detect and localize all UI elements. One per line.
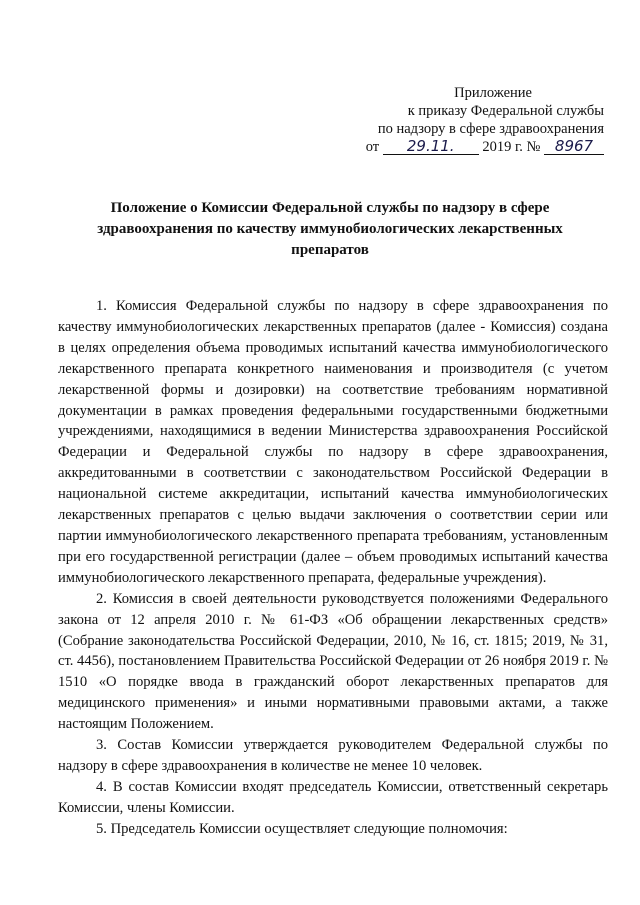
paragraph-5: 5. Председатель Комиссии осуществляет следующие полномочия: [96,820,508,837]
paragraph-4: 4. В состав Комиссии входят председатель Комиссии, ответственный секретарь Комиссии, члены Комиссии. [58,778,608,816]
paragraph-3: 3. Состав Комиссии утверждается руководителем Федеральной службы по надзору в сфере здравоохранения в количестве не менее 10 человек. [58,737,608,774]
appendix-label: Приложение [454,85,532,101]
paragraph-2: 2. Комиссия в своей деятельности руководствуется положениями Федерального закона от 12 апреля 2010 г. № 61-ФЗ «Об обращении лекарственных средств» (Собрание законодательства Российской Федерации, 2010, № 16, ст. 1815; 2019, № 31, ст. 4456), постановлением Правительства Российской Федерации от 26 ноября 2019 г. № 1510 «О порядке ввода в гражданский оборот лекарственных препаратов для медицинского применения» и иными нормативными правовыми актами, а также настоящим Положением. [58,590,608,733]
document-body [58,296,608,840]
year-text: 2019 г. № [482,139,541,155]
document-title: Положение о Комиссии Федеральной службы по надзору в сфере здравоохранения по качеству иммунобиологических лекарственных препаратов [97,200,563,258]
handwritten-date: 29.11. [383,138,479,155]
appendix-header [366,84,604,156]
paragraph-1: 1. Комиссия Федеральной службы по надзору в сфере здравоохранения по качеству иммунобиологических лекарственных препаратов (далее - Комиссия) создана в целях определения объема проводимых испытаний качества иммунобиологического лекарственного препарата конкретного наименования и производителя (с учетом лекарственной формы и дозировки) на соответствие требованиям нормативной документации в рамках проведения федеральными государственными бюджетными учреждениями, находящимися в ведении Министерства здравоохранения Российской Федерации и Федеральной службы по надзору в сфере здравоохранения, аккредитованными в соответствии с законодательством Российской Федерации в национальной системе аккредитации, испытаний качества иммунобиологических лекарственных препаратов с целью выдачи заключения о соответствии серии или партии иммунобиологического лекарственного препарата требованиям, установленным при его государственной регистрации (далее – объем проводимых испытаний качества иммунобиологического лекарственного препарата, федеральные учреждения). [58,298,608,586]
agency-name: по надзору в сфере здравоохранения [377,121,604,137]
date-prefix: от [365,139,380,155]
order-reference: к приказу Федеральной службы [407,103,604,119]
handwritten-number: 8967 [544,138,604,155]
order-date-line [366,138,604,156]
